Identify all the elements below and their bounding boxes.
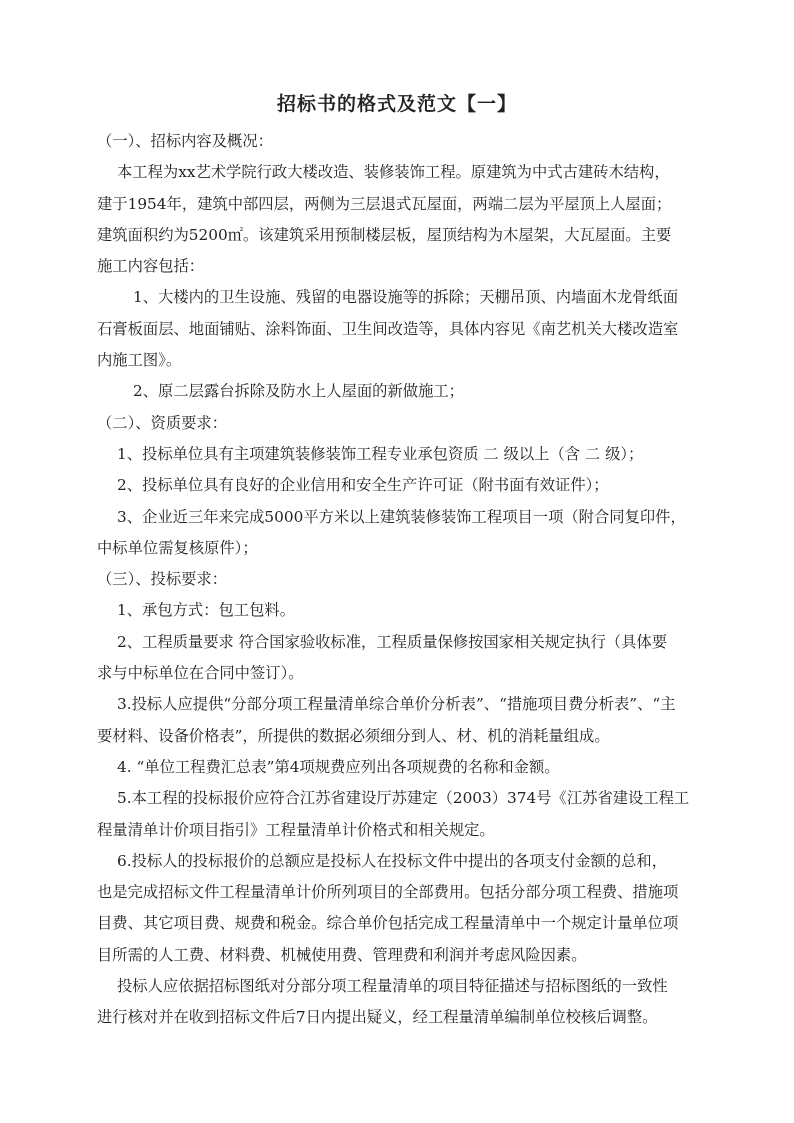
document-title: 招标书的格式及范文【一】 bbox=[276, 93, 517, 115]
text-line: 4. “单位工程费汇总表”第4项规费应列出各项规费的名称和金额。 bbox=[117, 757, 560, 776]
text-line: 也是完成招标文件工程量清单计价所列项目的全部费用。包括分部分项工程费、措施项 bbox=[97, 883, 679, 902]
text-line: 2、原二层露台拆除及防水上人屋面的新做施工； bbox=[133, 382, 464, 401]
text-line: 石膏板面层、地面铺贴、涂料饰面、卫生间改造等，具体内容见《南艺机关大楼改造室 bbox=[97, 319, 679, 338]
document-body bbox=[97, 126, 712, 1034]
text-line: 3、企业近三年来完成5000平方米以上建筑装修装饰工程项目一项（附合同复印件， bbox=[117, 507, 686, 526]
text-line: 投标人应依据招标图纸对分部分项工程量清单的项目特征描述与招标图纸的一致性 bbox=[117, 977, 668, 996]
text-line: 求与中标单位在合同中签订）。 bbox=[97, 664, 304, 683]
text-line: 1、投标单位具有主项建筑装修装饰工程专业承包资质 二 级以上（含 二 级）； bbox=[117, 444, 644, 463]
text-line: 建于1954年，建筑中部四层，两侧为三层退式瓦屋面，两端二层为平屋顶上人屋面； bbox=[97, 194, 672, 213]
text-line: 1、大楼内的卫生设施、残留的电器设施等的拆除；天棚吊顶、内墙面木龙骨纸面 bbox=[133, 288, 679, 307]
text-line: 3.投标人应提供“分部分项工程量清单综合单价分析表”、“措施项目费分析表”、“主 bbox=[117, 695, 676, 714]
text-line: 2、投标单位具有良好的企业信用和安全生产许可证（附书面有效证件）； bbox=[117, 476, 609, 495]
text-line: 建筑面积约为5200㎡。该建筑采用预制楼层板，屋顶结构为木屋架，大瓦屋面。主要 bbox=[97, 225, 672, 244]
text-line: 1、承包方式：包工包料。 bbox=[117, 601, 295, 620]
section-heading: （二）、资质要求： bbox=[97, 413, 228, 432]
text-line: 目费、其它项目费、规费和税金。综合单价包括完成工程量清单中一个规定计量单位项 bbox=[97, 914, 679, 933]
text-line: 6.投标人的投标报价的总额应是投标人在投标文件中提出的各项支付金额的总和， bbox=[117, 851, 667, 870]
text-line: 施工内容包括： bbox=[97, 257, 205, 276]
section-heading: （一）、招标内容及概况： bbox=[97, 132, 273, 150]
text-line: 5.本工程的投标报价应符合江苏省建设厅苏建定（2003）374号《江苏省建设工程工 bbox=[117, 789, 690, 808]
section-heading: （三）、投标要求： bbox=[97, 570, 228, 589]
text-line: 本工程为xx艺术学院行政大楼改造、装修装饰工程。原建筑为中式古建砖木结构， bbox=[117, 163, 670, 182]
text-line: 内施工图》。 bbox=[97, 351, 182, 370]
text-line: 目所需的人工费、材料费、机械使用费、管理费和利润并考虑风险因素。 bbox=[97, 945, 587, 964]
text-line: 进行核对并在收到招标文件后7日内提出疑义，经工程量清单编制单位校核后调整。 bbox=[97, 1008, 658, 1027]
text-line: 2、工程质量要求 符合国家验收标准，工程质量保修按国家相关规定执行（具体要 bbox=[117, 632, 667, 651]
text-line: 中标单位需复核原件）； bbox=[97, 538, 258, 557]
text-line: 程量清单计价项目指引》工程量清单计价格式和相关规定。 bbox=[97, 820, 495, 839]
text-line: 要材料、设备价格表”，所提供的数据必须细分到人、材、机的消耗量组成。 bbox=[97, 726, 610, 745]
